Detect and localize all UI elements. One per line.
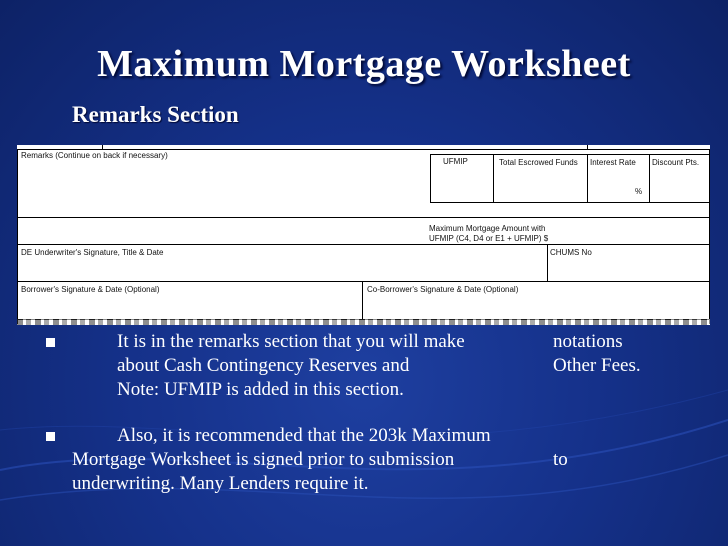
bullet-text: It is in the remarks section that you will make [117,331,465,352]
form-rule [649,154,650,203]
form-rule [547,244,548,281]
remarks-label: Remarks (Continue on back if necessary) [21,151,168,160]
bullet-text: Also, it is recommended that the 203k Maximum [117,425,491,446]
form-rule [430,202,710,203]
remarks-form-image [17,145,710,325]
bullet-text: Note: UFMIP is added in this section. [117,379,404,400]
form-right-rule [709,149,710,324]
bullet-item [44,424,704,496]
bullet-text: Other Fees. [553,355,641,376]
form-left-rule [17,149,18,324]
bullet-list [44,330,704,518]
form-rule [17,244,710,245]
bullet-square-icon [46,432,55,441]
bullet-item [44,330,704,402]
slide-title: Maximum Mortgage Worksheet [97,43,631,85]
form-rule [17,217,710,218]
coborrower-signature-label: Co-Borrower's Signature & Date (Optional) [367,285,519,294]
max-mortgage-label-line2: UFMIP (C4, D4 or E1 + UFMIP) $ [429,234,549,243]
form-rule [493,154,494,203]
bullet-text: underwriting. Many Lenders require it. [72,473,369,494]
borrower-signature-label: Borrower's Signature & Date (Optional) [21,285,160,294]
discount-pts-label: Discount Pts. [652,158,700,167]
bullet-text: about Cash Contingency Reserves and [117,355,410,376]
bullet-text: to [553,449,568,470]
total-escrowed-label: Total Escrowed Funds [499,158,578,167]
bullet-line [72,448,704,472]
form-top-rule [17,149,710,150]
percent-symbol: % [635,187,643,196]
form-rule [362,281,363,319]
form-rule [17,281,710,282]
bullet-square-icon [46,338,55,347]
bullet-line [72,330,704,354]
ufmip-label: UFMIP [443,157,468,166]
bullet-line [72,354,704,378]
chums-label: CHUMS No [550,248,592,257]
form-rule [102,145,103,149]
max-mortgage-label-line1: Maximum Mortgage Amount with [429,224,546,233]
form-rule [430,154,710,155]
interest-rate-label: Interest Rate [590,158,636,167]
bullet-text: Mortgage Worksheet is signed prior to submission [72,449,455,470]
de-underwriter-signature-label: DE Underwriter's Signature, Title & Date [21,248,164,257]
slide-subtitle: Remarks Section [72,102,239,127]
form-cropped-footer [17,319,710,325]
form-rule [430,154,431,203]
form-rule [587,145,588,149]
bullet-text: notations [553,331,623,352]
form-rule [587,154,588,203]
